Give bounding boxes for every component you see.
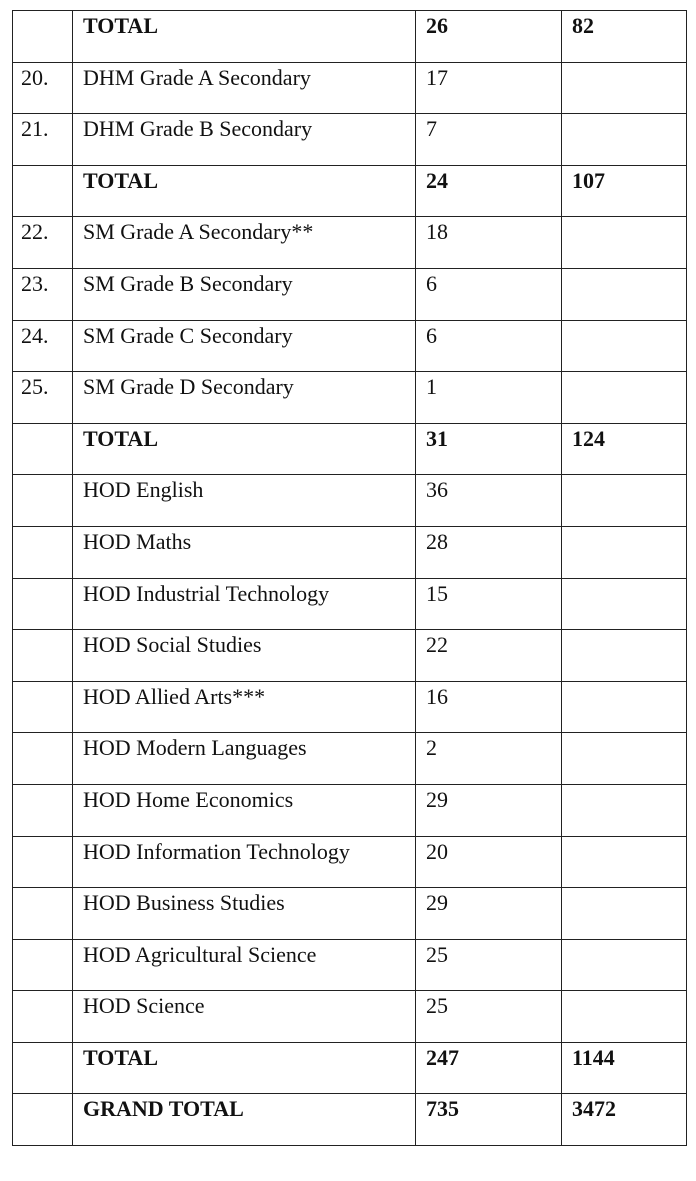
total-row [13,423,687,475]
item-name-cell: HOD English [73,475,416,527]
item-name-cell: HOD Science [73,991,416,1043]
count-cell: 25 [416,991,562,1043]
count-cell: 29 [416,888,562,940]
item-name-cell: TOTAL [73,423,416,475]
cumulative-total-cell [562,784,687,836]
row-number-cell [13,475,73,527]
item-name-cell: GRAND TOTAL [73,1094,416,1146]
count-cell: 7 [416,114,562,166]
table-row [13,578,687,630]
table-body [13,11,687,1146]
table-row [13,681,687,733]
cumulative-total-cell [562,526,687,578]
item-name-cell: HOD Industrial Technology [73,578,416,630]
item-name-cell: HOD Maths [73,526,416,578]
total-row [13,11,687,63]
table-row [13,268,687,320]
row-number-cell [13,888,73,940]
row-number-cell [13,165,73,217]
cumulative-total-cell [562,630,687,682]
item-name-cell: TOTAL [73,11,416,63]
table-row [13,733,687,785]
item-name-cell: SM Grade A Secondary** [73,217,416,269]
cumulative-total-cell [562,320,687,372]
item-name-cell: SM Grade B Secondary [73,268,416,320]
row-number-cell: 21. [13,114,73,166]
table-row [13,888,687,940]
item-name-cell: SM Grade C Secondary [73,320,416,372]
row-number-cell [13,11,73,63]
cumulative-total-cell [562,733,687,785]
total-row [13,1094,687,1146]
table-row [13,836,687,888]
item-name-cell: HOD Business Studies [73,888,416,940]
row-number-cell [13,939,73,991]
count-cell: 22 [416,630,562,682]
table-row [13,991,687,1043]
count-cell: 6 [416,320,562,372]
item-name-cell: DHM Grade B Secondary [73,114,416,166]
count-cell: 26 [416,11,562,63]
item-name-cell: HOD Information Technology [73,836,416,888]
cumulative-total-cell [562,372,687,424]
cumulative-total-cell [562,888,687,940]
count-cell: 2 [416,733,562,785]
table-row [13,217,687,269]
total-row [13,1042,687,1094]
item-name-cell: DHM Grade A Secondary [73,62,416,114]
cumulative-total-cell [562,578,687,630]
cumulative-total-cell [562,475,687,527]
row-number-cell [13,578,73,630]
item-name-cell: SM Grade D Secondary [73,372,416,424]
item-name-cell: HOD Allied Arts*** [73,681,416,733]
row-number-cell: 23. [13,268,73,320]
cumulative-total-cell: 82 [562,11,687,63]
table-row [13,475,687,527]
cumulative-total-cell [562,836,687,888]
row-number-cell: 20. [13,62,73,114]
count-cell: 735 [416,1094,562,1146]
row-number-cell [13,784,73,836]
item-name-cell: TOTAL [73,165,416,217]
count-cell: 31 [416,423,562,475]
cumulative-total-cell: 107 [562,165,687,217]
staff-allocation-table [12,10,687,1146]
count-cell: 29 [416,784,562,836]
total-row [13,165,687,217]
count-cell: 16 [416,681,562,733]
table-row [13,630,687,682]
count-cell: 6 [416,268,562,320]
table-row [13,939,687,991]
table-row [13,320,687,372]
table-row [13,372,687,424]
row-number-cell [13,526,73,578]
cumulative-total-cell [562,681,687,733]
cumulative-total-cell [562,939,687,991]
item-name-cell: HOD Modern Languages [73,733,416,785]
cumulative-total-cell: 1144 [562,1042,687,1094]
row-number-cell [13,836,73,888]
table-row [13,62,687,114]
count-cell: 28 [416,526,562,578]
count-cell: 1 [416,372,562,424]
count-cell: 15 [416,578,562,630]
row-number-cell: 25. [13,372,73,424]
cumulative-total-cell [562,268,687,320]
item-name-cell: TOTAL [73,1042,416,1094]
table-row [13,114,687,166]
row-number-cell: 22. [13,217,73,269]
cumulative-total-cell: 3472 [562,1094,687,1146]
cumulative-total-cell [562,991,687,1043]
item-name-cell: HOD Agricultural Science [73,939,416,991]
count-cell: 20 [416,836,562,888]
cumulative-total-cell [562,217,687,269]
count-cell: 17 [416,62,562,114]
cumulative-total-cell [562,62,687,114]
count-cell: 24 [416,165,562,217]
row-number-cell: 24. [13,320,73,372]
table-row [13,526,687,578]
row-number-cell [13,733,73,785]
item-name-cell: HOD Social Studies [73,630,416,682]
row-number-cell [13,630,73,682]
count-cell: 18 [416,217,562,269]
count-cell: 25 [416,939,562,991]
table-row [13,784,687,836]
row-number-cell [13,1042,73,1094]
row-number-cell [13,681,73,733]
row-number-cell [13,991,73,1043]
row-number-cell [13,423,73,475]
cumulative-total-cell [562,114,687,166]
count-cell: 36 [416,475,562,527]
count-cell: 247 [416,1042,562,1094]
item-name-cell: HOD Home Economics [73,784,416,836]
row-number-cell [13,1094,73,1146]
cumulative-total-cell: 124 [562,423,687,475]
